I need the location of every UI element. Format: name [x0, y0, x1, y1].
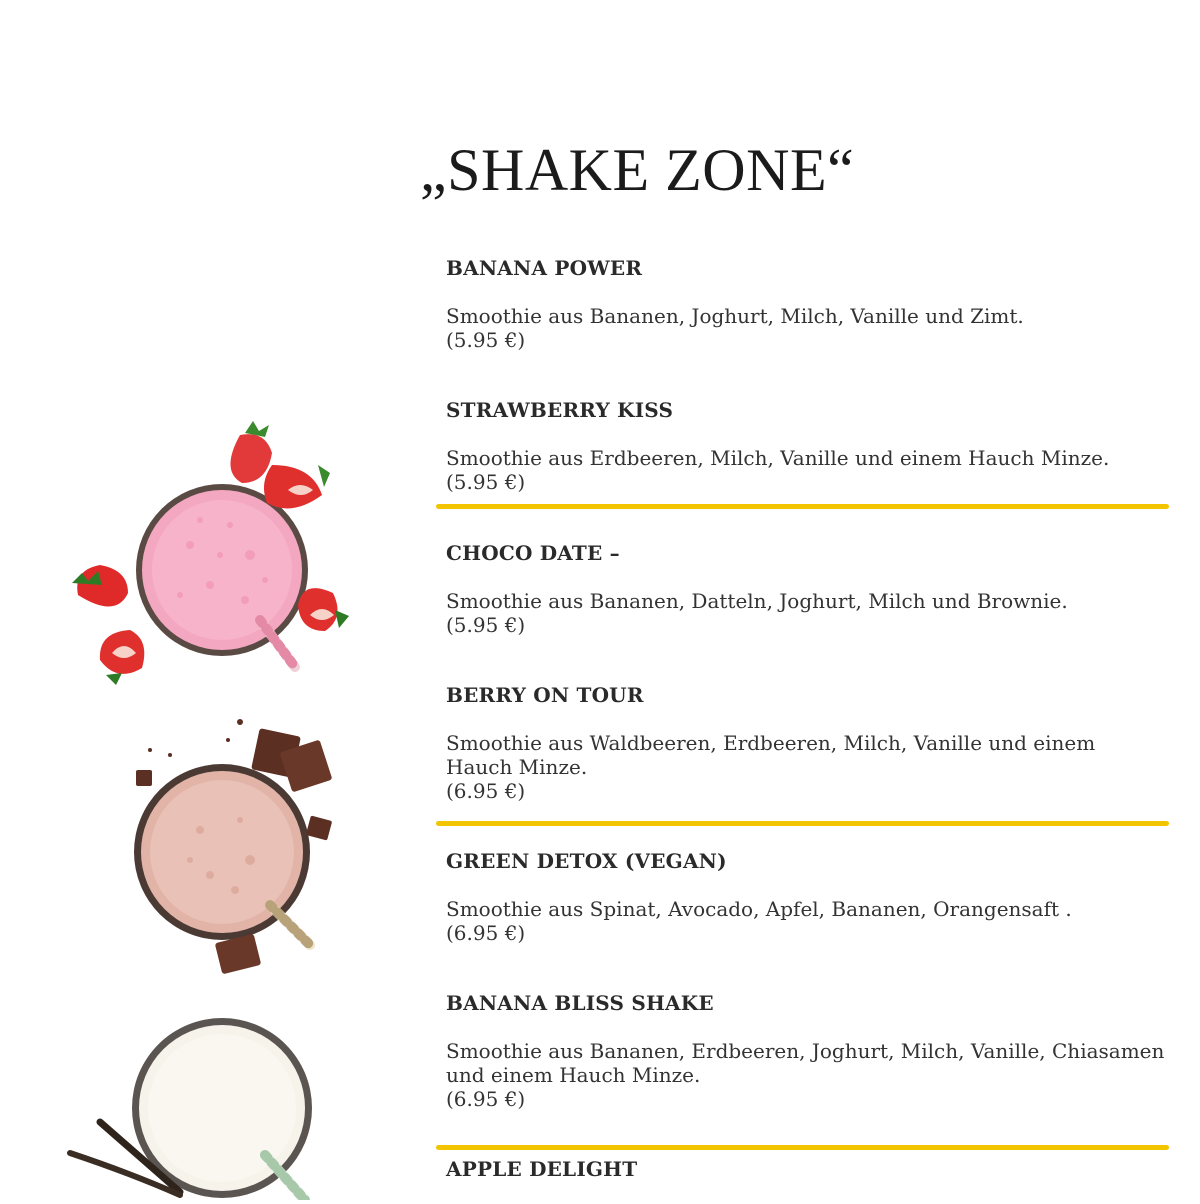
menu-item-description: Smoothie aus Bananen, Erdbeeren, Joghurt, Milch, Vanille, Chiasamen und einem Hauch Minze.	[446, 1039, 1165, 1087]
divider	[436, 821, 1169, 826]
menu-item-name: CHOCO DATE –	[446, 541, 620, 565]
page-title: „SHAKE ZONE“	[420, 137, 855, 203]
menu-item-description: Smoothie aus Waldbeeren, Erdbeeren, Milch, Vanille und einem Hauch Minze.	[446, 731, 1096, 779]
menu-item-price: (6.95 €)	[446, 921, 526, 945]
menu-item-name: BANANA POWER	[446, 256, 643, 280]
menu-item-price: (6.95 €)	[446, 1087, 526, 1111]
menu-item-description: Smoothie aus Spinat, Avocado, Apfel, Bananen, Orangensaft .	[446, 897, 1072, 921]
menu-item-description: Smoothie aus Bananen, Joghurt, Milch, Vanille und Zimt.	[446, 304, 1024, 328]
menu-item-price: (6.95 €)	[446, 779, 526, 803]
strawberry-smoothie-image	[60, 405, 370, 705]
divider	[436, 1145, 1169, 1150]
menu-item-name: STRAWBERRY KISS	[446, 398, 674, 422]
vanilla-smoothie-image	[60, 1010, 330, 1200]
menu-item-price: (5.95 €)	[446, 470, 526, 494]
chocolate-smoothie-image	[130, 710, 350, 980]
menu-item-name: APPLE DELIGHT	[446, 1157, 638, 1181]
menu-item-name: BANANA BLISS SHAKE	[446, 991, 714, 1015]
menu-item-description: Smoothie aus Erdbeeren, Milch, Vanille und einem Hauch Minze.	[446, 446, 1110, 470]
menu-item-name: GREEN DETOX (VEGAN)	[446, 849, 727, 873]
divider	[436, 504, 1169, 509]
menu-item-description: Smoothie aus Bananen, Datteln, Joghurt, Milch und Brownie.	[446, 589, 1068, 613]
menu-item-price: (5.95 €)	[446, 613, 526, 637]
menu-item-price: (5.95 €)	[446, 328, 526, 352]
menu-item-name: BERRY ON TOUR	[446, 683, 644, 707]
